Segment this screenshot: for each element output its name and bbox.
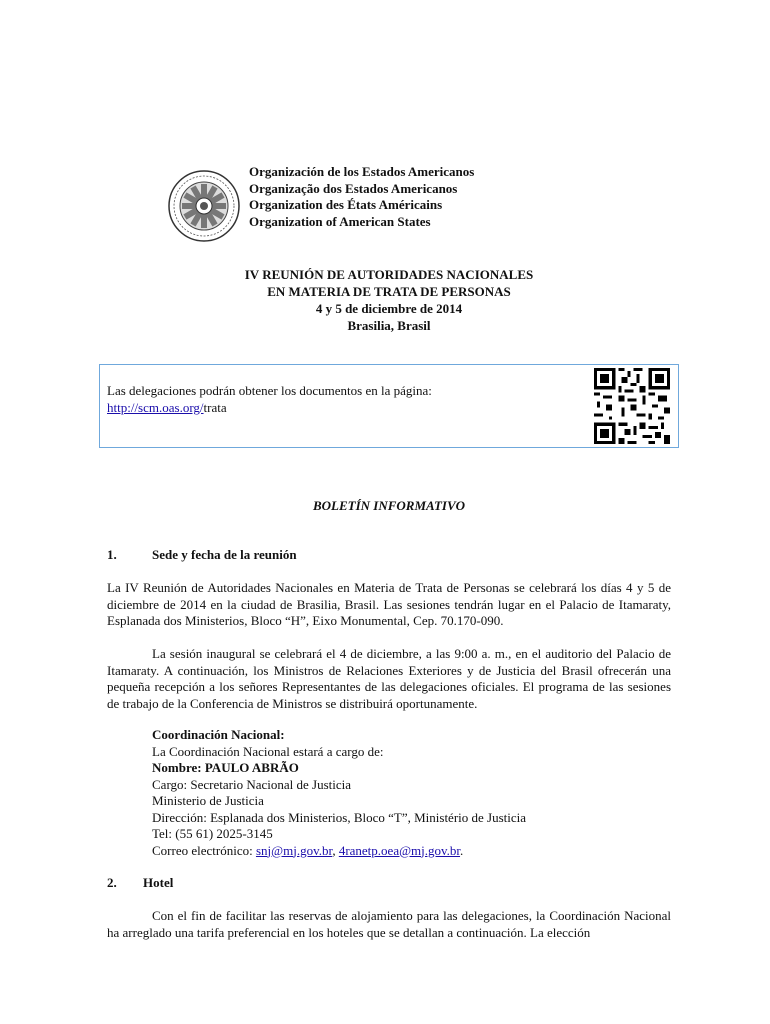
section-1-paragraph-2: La sesión inaugural se celebrará el 4 de diciembre, a las 9:00 a. m., en el auditorio del Palacio de Itamaraty. A continuación, los Ministros de Relaciones Exteriores y de Justicia del Brasil ofrecerán una pequeña recepción a los señores Representantes de las delegaciones oficiales. El programa de las sesiones de trabajo de la Conferencia de Ministros se distribuirá oportunamente.	[107, 646, 671, 711]
coordinator-name: Nombre: PAULO ABRÃO	[152, 760, 299, 775]
coordinator-address: Dirección: Esplanada dos Ministerios, Bloco “T”, Ministério de Justicia	[152, 809, 527, 825]
section-1-title: Sede y fecha de la reunión	[152, 547, 297, 562]
qr-code-image[interactable]	[594, 368, 670, 444]
org-name-fr: Organization des États Américains	[249, 197, 443, 212]
org-name-en: Organization of American States	[249, 213, 431, 229]
coordinator-phone: Tel: (55 61) 2025-3145	[152, 826, 273, 841]
documents-link-suffix: trata	[203, 400, 227, 415]
section-1-paragraph-1: La IV Reunión de Autoridades Nacionales en Materia de Trata de Personas se celebrará los días 4 y 5 de diciembre de 2014 en la ciudad de Brasilia, Brasil. Las sesiones tendrán lugar en el Palacio de Itamaraty, Esplanada dos Ministerios, Bloco “H”, Eixo Monumental, Cep. 70.170-090.	[107, 580, 671, 628]
email-separator: ,	[332, 842, 339, 858]
meeting-location: Brasilia, Brasil	[347, 318, 431, 333]
coordination-block	[152, 727, 526, 859]
section-2-title: Hotel	[143, 875, 174, 890]
meeting-title-line: IV REUNIÓN DE AUTORIDADES NACIONALES	[244, 267, 534, 282]
meeting-date: 4 y 5 de diciembre de 2014	[315, 301, 463, 316]
coordinator-cargo: Cargo: Secretario Nacional de Justicia	[152, 776, 352, 792]
documents-link[interactable]: http://scm.oas.org/	[107, 400, 204, 415]
email-end: .	[460, 842, 464, 858]
documents-info	[107, 382, 432, 416]
email-link-snj[interactable]: snj@mj.gov.br	[255, 842, 333, 858]
coordinator-email-line	[152, 843, 526, 860]
org-name-pt: Organização dos Estados Americanos	[249, 180, 458, 196]
coordination-heading: Coordinación Nacional:	[152, 727, 285, 742]
email-label: Correo electrónico:	[152, 842, 256, 858]
meeting-title	[200, 266, 578, 334]
coordination-intro: La Coordinación Nacional estará a cargo de:	[152, 743, 384, 759]
section-2-paragraph-1: Con el fin de facilitar las reservas de alojamiento para las delegaciones, la Coordinación Nacional ha arreglado una tarifa preferencial en los hoteles que se detallan a continuación. La elección	[107, 908, 671, 940]
coordinator-ministry: Ministerio de Justicia	[152, 793, 264, 808]
bulletin-title: BOLETÍN INFORMATIVO	[312, 498, 466, 513]
organization-names	[249, 164, 474, 230]
email-link-ranetp[interactable]: 4ranetp.oea@mj.gov.br	[338, 842, 461, 858]
section-2-number: 2.	[107, 875, 117, 890]
section-1-number: 1.	[107, 547, 117, 562]
org-name-es: Organización de los Estados Americanos	[249, 164, 475, 179]
meeting-title-line: EN MATERIA DE TRATA DE PERSONAS	[267, 284, 511, 299]
oas-seal-logo	[168, 170, 240, 242]
documents-info-text: Las delegaciones podrán obtener los documentos en la página:	[107, 383, 432, 398]
